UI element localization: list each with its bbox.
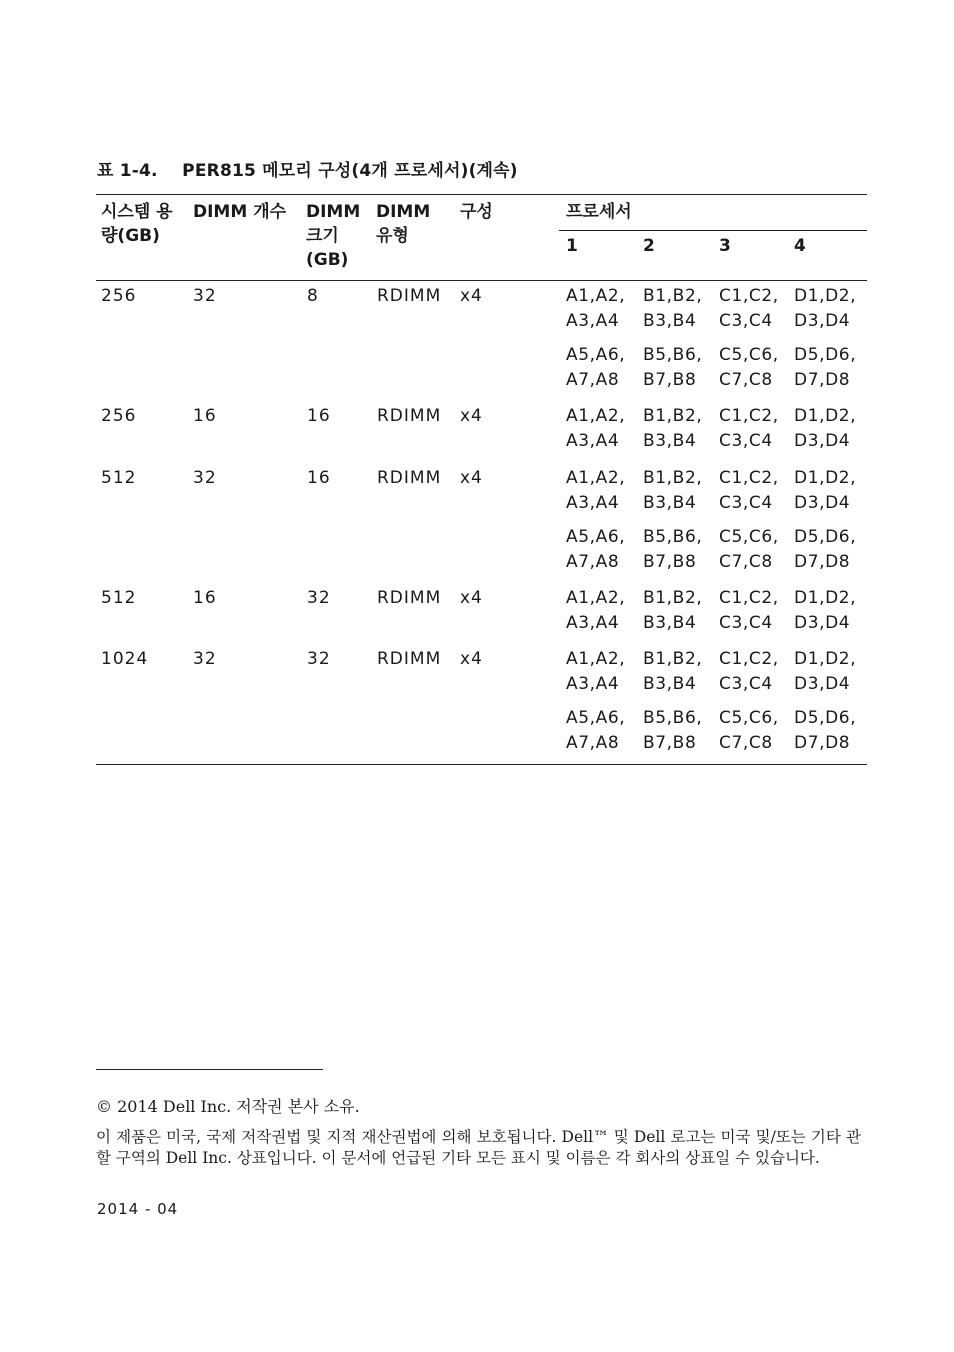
cell-config: x4	[460, 649, 483, 669]
cell-dimm-size: 8	[307, 286, 319, 306]
header-processor-3: 3	[719, 236, 731, 256]
trademark-notice: 이 제품은 미국, 국제 저작권법 및 지적 재산권법에 의해 보호됩니다. Dell™ 및 Dell 로고는 미국 및/또는 기타 관할 구역의 Dell Inc. 상표입니다. 이 문서에 언급된 기타 모든 표시 및 이름은 각 회사의 상표일 수 있습니다.	[96, 1128, 861, 1167]
header-processor-2: 2	[643, 236, 655, 256]
copyright-notice: © 2014 Dell Inc. 저작권 본사 소유.	[96, 1097, 360, 1116]
cell-slots-p4: D1,D2, D3,D4	[794, 649, 857, 694]
cell-slots-p3: C1,C2, C3,C4	[719, 286, 779, 331]
cell-slots-p4: D5,D6, D7,D8	[794, 527, 857, 572]
cell-slots-p2: B1,B2, B3,B4	[643, 286, 703, 331]
cell-config: x4	[460, 286, 483, 306]
cell-slots-p3: C1,C2, C3,C4	[719, 649, 779, 694]
cell-capacity: 512	[101, 468, 137, 488]
cell-slots-p2: B1,B2, B3,B4	[643, 468, 703, 513]
cell-slots-p1: A1,A2, A3,A4	[566, 649, 626, 694]
cell-dimm-type: RDIMM	[377, 286, 442, 306]
cell-dimm-type: RDIMM	[377, 588, 442, 608]
header-processor-1: 1	[566, 236, 578, 256]
cell-dimm-size: 32	[307, 649, 331, 669]
cell-slots-p1: A5,A6, A7,A8	[566, 345, 626, 390]
cell-slots-p2: B1,B2, B3,B4	[643, 406, 703, 451]
publication-date-code: 2014 - 04	[97, 1200, 179, 1218]
cell-capacity: 256	[101, 406, 137, 426]
header-config: 구성	[460, 202, 493, 222]
footnote-separator	[96, 1069, 323, 1070]
cell-dimm-count: 32	[193, 468, 217, 488]
cell-slots-p4: D5,D6, D7,D8	[794, 708, 857, 753]
cell-slots-p1: A1,A2, A3,A4	[566, 588, 626, 633]
cell-capacity: 256	[101, 286, 137, 306]
cell-dimm-size: 16	[307, 468, 331, 488]
cell-slots-p1: A5,A6, A7,A8	[566, 708, 626, 753]
cell-slots-p1: A1,A2, A3,A4	[566, 286, 626, 331]
cell-dimm-size: 32	[307, 588, 331, 608]
cell-slots-p3: C5,C6, C7,C8	[719, 345, 779, 390]
header-bottom-rule	[96, 280, 867, 281]
cell-slots-p3: C1,C2, C3,C4	[719, 406, 779, 451]
header-system-capacity: 시스템 용량(GB)	[101, 202, 173, 246]
header-dimm-type: DIMM 유형	[376, 202, 431, 246]
cell-slots-p4: D1,D2, D3,D4	[794, 588, 857, 633]
table-title: 표 1-4. PER815 메모리 구성(4개 프로세서)(계속)	[97, 161, 518, 181]
cell-slots-p4: D1,D2, D3,D4	[794, 468, 857, 513]
header-processors: 프로세서	[566, 202, 632, 222]
cell-capacity: 512	[101, 588, 137, 608]
cell-slots-p2: B5,B6, B7,B8	[643, 708, 703, 753]
cell-slots-p1: A5,A6, A7,A8	[566, 527, 626, 572]
cell-slots-p3: C1,C2, C3,C4	[719, 588, 779, 633]
cell-dimm-type: RDIMM	[377, 406, 442, 426]
cell-slots-p3: C1,C2, C3,C4	[719, 468, 779, 513]
cell-slots-p2: B5,B6, B7,B8	[643, 345, 703, 390]
cell-dimm-count: 32	[193, 286, 217, 306]
cell-slots-p3: C5,C6, C7,C8	[719, 527, 779, 572]
cell-slots-p1: A1,A2, A3,A4	[566, 406, 626, 451]
cell-slots-p1: A1,A2, A3,A4	[566, 468, 626, 513]
cell-dimm-count: 32	[193, 649, 217, 669]
table-bottom-rule	[96, 764, 867, 765]
cell-config: x4	[460, 468, 483, 488]
cell-slots-p2: B1,B2, B3,B4	[643, 588, 703, 633]
header-processor-4: 4	[794, 236, 806, 256]
cell-dimm-count: 16	[193, 588, 217, 608]
cell-config: x4	[460, 588, 483, 608]
table-top-rule	[96, 194, 867, 195]
header-dimm-count: DIMM 개수	[193, 202, 287, 222]
cell-dimm-size: 16	[307, 406, 331, 426]
cell-slots-p3: C5,C6, C7,C8	[719, 708, 779, 753]
cell-capacity: 1024	[101, 649, 149, 669]
cell-dimm-type: RDIMM	[377, 468, 442, 488]
cell-dimm-count: 16	[193, 406, 217, 426]
cell-slots-p4: D1,D2, D3,D4	[794, 406, 857, 451]
cell-slots-p2: B5,B6, B7,B8	[643, 527, 703, 572]
cell-slots-p4: D1,D2, D3,D4	[794, 286, 857, 331]
cell-dimm-type: RDIMM	[377, 649, 442, 669]
cell-config: x4	[460, 406, 483, 426]
header-dimm-size: DIMM 크기 (GB)	[306, 202, 361, 270]
processor-subheader-rule	[559, 230, 867, 231]
cell-slots-p4: D5,D6, D7,D8	[794, 345, 857, 390]
cell-slots-p2: B1,B2, B3,B4	[643, 649, 703, 694]
